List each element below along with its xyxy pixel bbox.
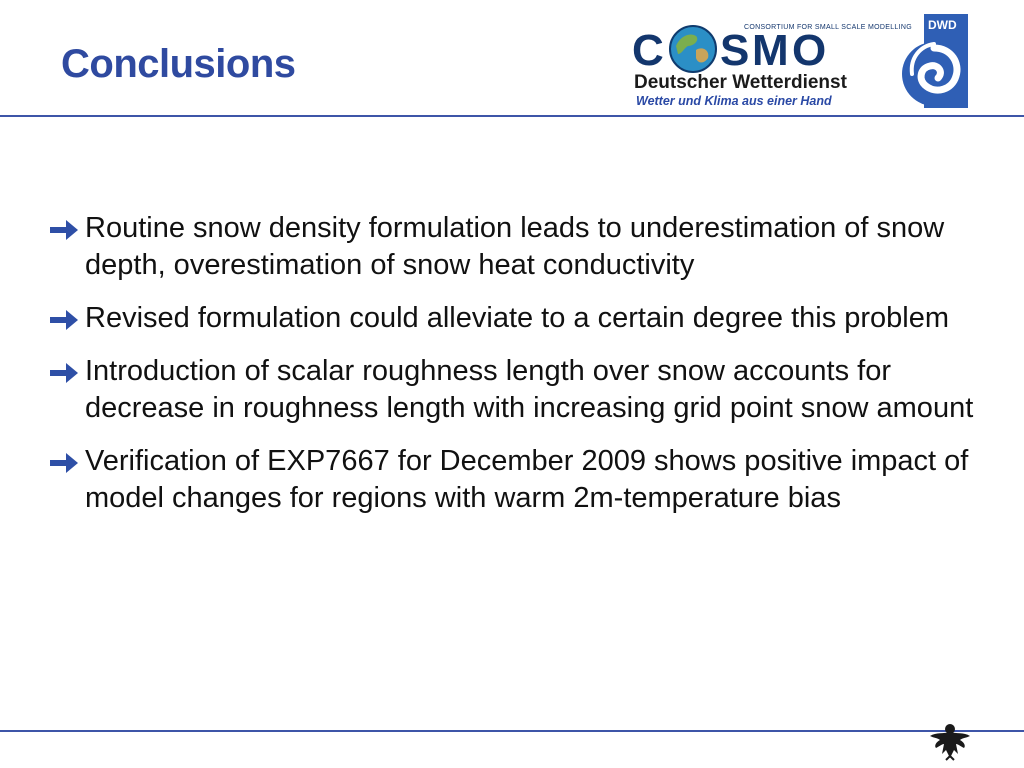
header-divider (0, 115, 1024, 117)
emblem-label: DWD (928, 18, 957, 32)
bullet-text: Revised formulation could alleviate to a certain degree this problem (85, 302, 950, 334)
org-name: Deutscher Wetterdienst (634, 72, 847, 93)
federal-eagle-icon (928, 720, 972, 762)
cosmo-letter-m: M (752, 26, 789, 75)
bullet-list (48, 210, 988, 533)
footer-divider (0, 730, 1024, 732)
bullet-text: Verification of EXP7667 for December 2009 shows positive impact of model changes for regions with warm 2m-temperature bias (85, 445, 969, 514)
bullet-text: Introduction of scalar roughness length over snow accounts for decrease in roughness length with increasing grid point snow amount (85, 355, 974, 424)
bullet-text: Routine snow density formulation leads to underestimation of snow depth, overestimation of snow heat conductivity (85, 212, 945, 281)
right-arrow-icon (48, 218, 84, 242)
right-arrow-icon (48, 361, 84, 385)
list-item (48, 300, 988, 337)
cosmo-wordmark (632, 18, 912, 75)
cosmo-letter-s: S (720, 26, 750, 75)
list-item (48, 443, 988, 517)
list-item (48, 210, 988, 284)
cosmo-tagline: CONSORTIUM FOR SMALL SCALE MODELLING (744, 24, 912, 31)
org-slogan: Wetter und Klima aus einer Hand (636, 94, 832, 108)
right-arrow-icon (48, 451, 84, 475)
right-arrow-icon (48, 308, 84, 332)
cosmo-letter-o: O (792, 26, 827, 75)
list-item (48, 353, 988, 427)
globe-icon (668, 24, 718, 74)
slide-title: Conclusions (61, 42, 296, 86)
cosmo-letter-c: C (632, 26, 664, 75)
dwd-emblem (896, 14, 972, 108)
cosmo-dwd-logo (618, 8, 912, 112)
